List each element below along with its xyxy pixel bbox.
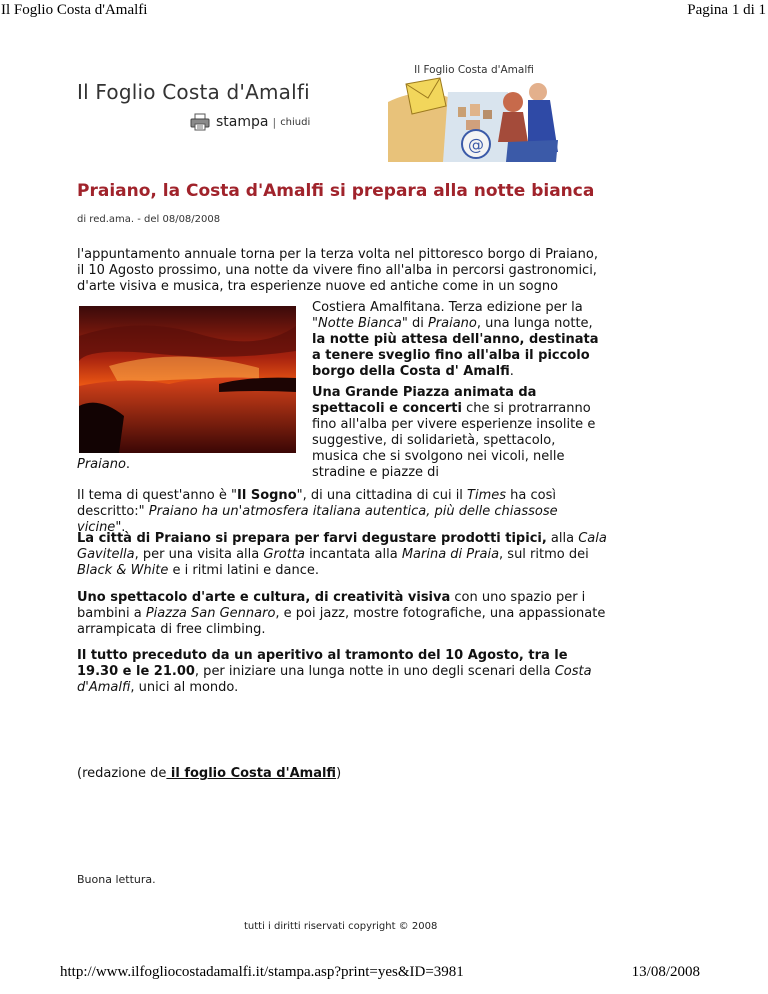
article-byline: di red.ama. - del 08/08/2008: [77, 214, 221, 225]
p4-marina-di-praia: Marina di Praia: [401, 547, 500, 562]
close-button[interactable]: chiudi: [280, 116, 311, 128]
article-intro: l'appuntamento annuale torna per la terza volta nel pittoresco borgo di Praiano, il 10 Agosto prossimo, una notte da vivere fino all'alba in percorsi gastronomici, d'arte visiva e musica, tra esperienze nuove ed antiche come in un sogno: [77, 247, 598, 294]
print-footer-url: http://www.ilfogliocostadamalfi.it/stampa.asp?print=yes&ID=3981: [60, 964, 464, 980]
p1-e: , una lunga notte,: [476, 316, 593, 331]
banner-at-symbol: @: [468, 135, 484, 154]
credit-a: (redazione de: [77, 766, 167, 781]
p3-e: ha così descritto:": [77, 488, 557, 519]
p4-d: , per una visita alla: [134, 547, 264, 562]
p5-piazza-san-gennaro: Piazza San Gennaro: [145, 606, 276, 621]
p6-highlight: Il tutto preceduto da un aperitivo al tramonto del 10 Agosto, tra le 19.30 e le 21.00: [77, 648, 568, 679]
p6-b: , per iniziare una lunga notte in uno degli scenari della: [194, 664, 555, 679]
p6-costa-amalfi: Costa d'Amalfi: [77, 664, 592, 695]
p1-notte-bianca: Notte Bianca: [317, 316, 402, 331]
p4-grotta: Grotta: [263, 547, 305, 562]
article-title: Praiano, la Costa d'Amalfi si prepara alla notte bianca: [77, 181, 595, 201]
toolbar-separator: |: [272, 115, 277, 129]
p3-times: Times: [467, 488, 507, 503]
p1-g: .: [509, 364, 514, 379]
p5-highlight: Uno spettacolo d'arte e cultura, di creatività visiva: [77, 590, 451, 605]
p4-black-white: Black & White: [77, 563, 169, 578]
print-toolbar: [190, 113, 310, 131]
article-paragraph-4: [77, 531, 607, 579]
print-header-page-info: Pagina 1 di 1: [687, 2, 766, 18]
p4-cala-gavitella: Cala Gavitella: [77, 531, 607, 562]
p3-a: Il tema di quest'anno è ": [77, 488, 238, 503]
p3-il-sogno: Il Sogno: [237, 488, 297, 503]
banner-title: Il Foglio Costa d'Amalfi: [414, 64, 534, 76]
article-paragraph-6: [77, 648, 607, 696]
p2-praiano: Praiano: [77, 457, 126, 472]
print-button[interactable]: stampa: [216, 114, 269, 130]
p2-highlight: Una Grande Piazza animata da spettacoli e concerti: [312, 385, 537, 416]
copyright-text: tutti i diritti riservati copyright © 2008: [244, 921, 438, 932]
credit-link[interactable]: il foglio Costa d'Amalfi: [166, 766, 337, 781]
article-paragraph-1: [312, 300, 600, 380]
p5-d: , e poi jazz, mostre fotografiche, una appassionate arrampicata di free climbing.: [77, 606, 606, 637]
p4-b: alla: [546, 531, 579, 546]
p2-end-dot: .: [125, 457, 131, 472]
p3-g: ".: [115, 520, 126, 535]
p1-praiano: Praiano: [427, 316, 477, 331]
print-footer-date: 13/08/2008: [631, 964, 700, 980]
article-credit: [77, 766, 341, 781]
article-paragraph-2-end: [77, 457, 607, 473]
site-logo: Il Foglio Costa d'Amalfi: [77, 80, 310, 104]
p4-f: incantata alla: [304, 547, 402, 562]
p3-quote: Praiano ha un'atmosfera italiana autentica, più delle chiassose vicine: [77, 504, 558, 535]
closing-text: Buona lettura.: [77, 873, 156, 886]
p5-b: con uno spazio per i bambini a: [77, 590, 586, 621]
p4-h: , sul ritmo dei: [499, 547, 589, 562]
printer-icon[interactable]: [190, 113, 210, 131]
p6-d: , unici al mondo.: [130, 680, 239, 695]
credit-c: ): [336, 766, 342, 781]
p1-highlight: la notte più attesa dell'anno, destinata a tenere sveglio fino all'alba il piccolo borgo della Costa d' Amalfi: [312, 332, 599, 379]
p1-a: Costiera Amalfitana. Terza edizione per la ": [312, 300, 583, 331]
sunset-photo: [79, 306, 296, 453]
p2-b: che si protrarranno fino all'alba per vivere esperienze insolite e suggestive, di solidarietà, spettacolo, musica che si svolgono nei vicoli, nelle stradine e piazze di: [312, 401, 596, 480]
p3-c: ", di una cittadina di cui il: [296, 488, 468, 503]
article-paragraph-3: [77, 488, 607, 536]
site-banner: [388, 62, 560, 162]
p4-highlight: La città di Praiano si prepara per farvi degustare prodotti tipici,: [77, 531, 547, 546]
p1-c: " di: [401, 316, 428, 331]
print-header-title: Il Foglio Costa d'Amalfi: [1, 2, 148, 18]
article-paragraph-5: [77, 590, 607, 638]
p4-j: e i ritmi latini e dance.: [168, 563, 319, 578]
